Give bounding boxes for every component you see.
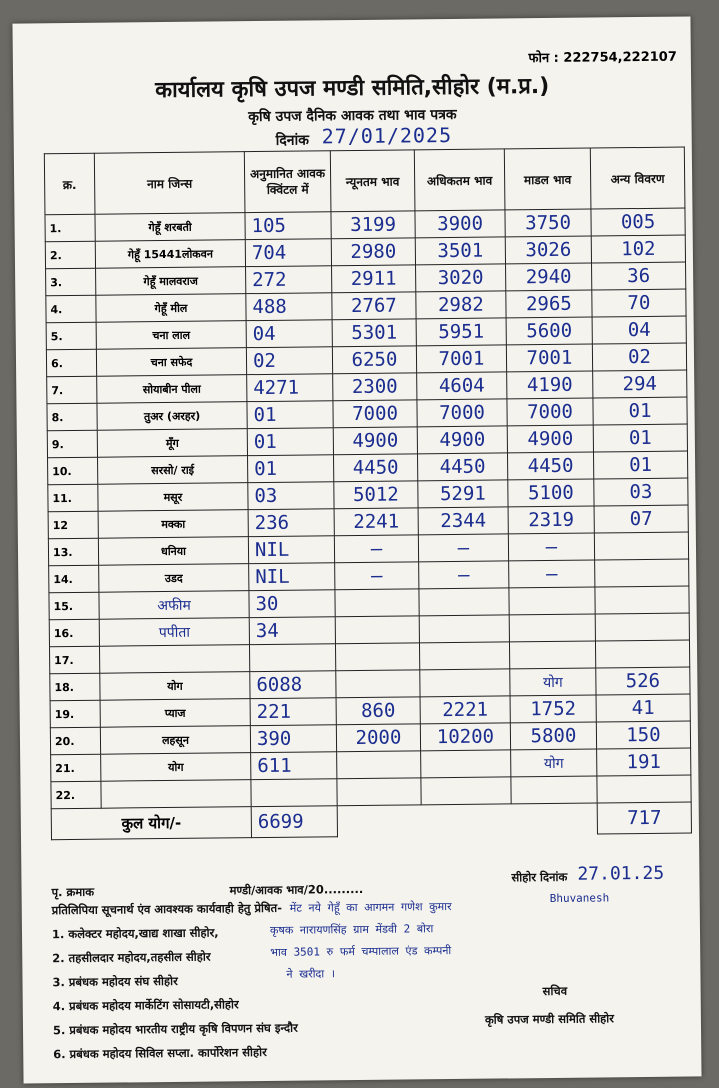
cell-modal: — xyxy=(509,560,595,588)
col-header-arrival xyxy=(244,151,331,213)
cell-name: योग xyxy=(100,672,250,701)
cell-name: प्याज xyxy=(100,699,250,728)
cell-max: 4604 xyxy=(417,372,507,400)
cell-modal: 5800 xyxy=(510,722,596,750)
cell-min: 2241 xyxy=(334,508,418,536)
copy-line: प्रतिलिपिया सूचनार्थ एंव आवश्यक कार्यवाही हेतु प्रेषित- xyxy=(51,900,283,918)
cell-name: पपीता xyxy=(99,618,249,647)
committee-label: कृषि उपज मण्डी समिति सीहोर xyxy=(484,1011,615,1027)
cell-max: 2344 xyxy=(418,507,508,535)
cell-name: गेहूँ 15441लोकवन xyxy=(95,240,245,269)
cell-arrival: 4271 xyxy=(247,374,333,402)
col-header-min-price: न्यूनतम भाव xyxy=(330,150,415,212)
cell-arrival: 611 xyxy=(251,752,337,780)
cell-modal: 2940 xyxy=(506,263,592,291)
cell-max: 3501 xyxy=(415,237,505,265)
cell-other: 526 xyxy=(596,667,690,695)
cell-no: 22. xyxy=(51,781,101,809)
phone-numbers: फोन : 222754,222107 xyxy=(528,49,677,67)
cell-no: 13. xyxy=(48,538,98,566)
total-row xyxy=(51,802,691,840)
secretary-label: सचिव xyxy=(542,983,568,999)
cell-name: मक्का xyxy=(98,510,248,539)
ref-label: पृ. क्रमाक xyxy=(51,884,95,900)
cell-arrival: 34 xyxy=(249,617,335,645)
note-line: ने खरीदा । xyxy=(286,967,336,981)
cell-min: 2767 xyxy=(332,292,416,320)
cell-name: अफीम xyxy=(99,591,249,620)
cell-max: — xyxy=(418,534,508,562)
recipient-item: 1. कलेक्टर महोदय,खाद्य शाखा सीहोर, xyxy=(51,925,219,942)
cell-modal: 2319 xyxy=(508,506,594,534)
cell-min: 2300 xyxy=(333,373,417,401)
cell-min: 5012 xyxy=(334,481,418,509)
cell-name: तुअर (अरहर) xyxy=(97,402,247,431)
col-header-arrival-text: अनुमानित आवक क्विंटल में xyxy=(249,166,326,197)
cell-arrival: 01 xyxy=(247,401,333,429)
cell-arrival: 02 xyxy=(246,347,332,375)
cell-modal: 4450 xyxy=(507,452,593,480)
cell-no: 5. xyxy=(46,322,96,350)
cell-max: 3900 xyxy=(415,210,505,238)
note-line: कृषक नारायणसिंह ग्राम मेंडवी 2 बोरा xyxy=(269,922,434,937)
cell-modal: 5600 xyxy=(506,317,592,345)
cell-modal: — xyxy=(508,533,594,561)
cell-arrival: 704 xyxy=(245,239,331,267)
office-title: कार्यालय कृषि उपज मण्डी समिति,सीहोर (म.प्र.) xyxy=(155,73,550,104)
cell-no: 17. xyxy=(49,646,99,674)
cell-min xyxy=(336,670,420,698)
cell-arrival xyxy=(251,779,337,807)
cell-modal xyxy=(509,614,595,642)
cell-modal: 3750 xyxy=(505,209,591,237)
price-table xyxy=(44,147,692,841)
cell-max xyxy=(419,588,509,616)
cell-max xyxy=(419,642,509,670)
cell-max: 2982 xyxy=(416,291,506,319)
cell-other: 04 xyxy=(592,316,686,344)
cell-arrival: 390 xyxy=(250,725,336,753)
cell-arrival: 30 xyxy=(249,590,335,618)
total-label: कुल योग/- xyxy=(51,807,251,840)
cell-other xyxy=(594,532,688,560)
cell-max xyxy=(421,750,511,778)
recipient-item: 4. प्रबंधक महोदय मार्केटिंग सोसायटी,सीहोर xyxy=(52,997,239,1014)
cell-other xyxy=(595,586,689,614)
cell-no: 1. xyxy=(45,214,95,242)
sehore-date-value: 27.01.25 xyxy=(577,862,665,885)
cell-other xyxy=(595,640,689,668)
sheet-subtitle: कृषि उपज दैनिक आवक तथा भाव पत्रक xyxy=(248,106,457,126)
cell-other: 294 xyxy=(593,370,687,398)
cell-no: 19. xyxy=(50,700,100,728)
cell-min: — xyxy=(335,562,419,590)
cell-max xyxy=(421,777,511,805)
signature: Bhuvanesh xyxy=(549,891,610,906)
note-line: भाव 3501 रु फर्म चम्पालाल एंड कम्पनी xyxy=(270,944,452,959)
cell-no: 15. xyxy=(49,592,99,620)
cell-no: 21. xyxy=(51,754,101,782)
cell-min xyxy=(337,751,421,779)
cell-name: योग xyxy=(101,753,251,782)
sehore-date-label: सीहोर दिनांक xyxy=(511,869,568,885)
cell-name: मूँग xyxy=(97,429,247,458)
cell-max: 10200 xyxy=(420,723,510,751)
cell-max: 7001 xyxy=(416,345,506,373)
table-header-row xyxy=(44,147,685,215)
cell-max: 4450 xyxy=(417,453,507,481)
cell-modal: 1752 xyxy=(510,695,596,723)
recipient-item: 5. प्रबंधक महोदय भारतीय राष्ट्रीय कृषि विपणन संघ इन्दौर xyxy=(52,1020,298,1038)
cell-modal: योग xyxy=(511,749,597,777)
cell-arrival xyxy=(249,644,335,672)
col-header-serial: क्र. xyxy=(44,153,95,215)
cell-arrival: 03 xyxy=(248,482,334,510)
cell-arrival: 221 xyxy=(250,698,336,726)
cell-min xyxy=(335,643,419,671)
cell-min xyxy=(335,616,419,644)
cell-arrival: 488 xyxy=(246,293,332,321)
cell-arrival: 04 xyxy=(246,320,332,348)
cell-min: 2911 xyxy=(332,265,416,293)
cell-other: 01 xyxy=(593,451,687,479)
cell-max: 5951 xyxy=(416,318,506,346)
cell-min: 4450 xyxy=(334,454,418,482)
cell-no: 2. xyxy=(45,241,95,269)
cell-no: 9. xyxy=(47,430,97,458)
cell-min: 3199 xyxy=(331,211,415,239)
cell-arrival: 272 xyxy=(246,266,332,294)
cell-name: गेहूँ शरबती xyxy=(95,213,245,242)
cell-no: 7. xyxy=(47,376,97,404)
cell-name: गेहूँ मील xyxy=(96,294,246,323)
cell-name: गेहूँ मालवराज xyxy=(96,267,246,296)
cell-arrival: NIL xyxy=(249,563,335,591)
cell-other xyxy=(597,775,691,803)
cell-min: 7000 xyxy=(333,400,417,428)
cell-no: 4. xyxy=(46,295,96,323)
cell-min xyxy=(335,589,419,617)
cell-modal xyxy=(509,587,595,615)
cell-other xyxy=(595,559,689,587)
cell-arrival: 01 xyxy=(247,428,333,456)
cell-max xyxy=(419,615,509,643)
cell-modal: योग xyxy=(510,668,596,696)
cell-max: 7000 xyxy=(417,399,507,427)
cell-no: 8. xyxy=(47,403,97,431)
cell-min: — xyxy=(334,535,418,563)
cell-name: चना लाल xyxy=(96,321,246,350)
cell-min: 6250 xyxy=(332,346,416,374)
recipient-item: 2. तहसीलदार महोदय,तहसील सीहोर xyxy=(52,949,211,966)
cell-min: 5301 xyxy=(332,319,416,347)
cell-max: 4900 xyxy=(417,426,507,454)
mandi-label: मण्डी/आवक भाव/20......... xyxy=(229,881,364,898)
cell-modal: 7000 xyxy=(507,398,593,426)
cell-max: 5291 xyxy=(418,480,508,508)
cell-other: 01 xyxy=(593,424,687,452)
cell-arrival: 01 xyxy=(248,455,334,483)
cell-min: 4900 xyxy=(333,427,417,455)
cell-arrival: NIL xyxy=(248,536,334,564)
cell-no: 10. xyxy=(48,457,98,485)
total-arrival: 6699 xyxy=(251,806,337,838)
cell-max xyxy=(420,669,510,697)
col-header-other: अन्य विवरण xyxy=(590,147,685,209)
cell-other: 07 xyxy=(594,505,688,533)
cell-arrival: 105 xyxy=(245,212,331,240)
recipient-item: 3. प्रबंधक महोदय संघ सीहोर xyxy=(52,973,178,990)
date-label: दिनांक xyxy=(275,132,310,149)
cell-no: 16. xyxy=(49,619,99,647)
cell-other: 41 xyxy=(596,694,690,722)
recipient-item: 6. प्रबंधक महोदय सिविल सप्ला. कार्पोरेशन सीहोर xyxy=(53,1044,267,1062)
cell-modal: 3026 xyxy=(505,236,591,264)
cell-name: उडद xyxy=(99,564,249,593)
cell-other xyxy=(595,613,689,641)
cell-other: 02 xyxy=(592,343,686,371)
cell-arrival: 6088 xyxy=(250,671,336,699)
cell-modal: 4900 xyxy=(507,425,593,453)
cell-name: लहसून xyxy=(100,726,250,755)
cell-min xyxy=(337,778,421,806)
cell-max: 2221 xyxy=(420,696,510,724)
cell-name xyxy=(101,780,251,809)
cell-max: — xyxy=(419,561,509,589)
cell-other: 005 xyxy=(591,208,685,236)
cell-other: 70 xyxy=(592,289,686,317)
cell-modal xyxy=(509,641,595,669)
cell-no: 3. xyxy=(46,268,96,296)
cell-name: सरसो/ राई xyxy=(98,456,248,485)
cell-other: 150 xyxy=(596,721,690,749)
cell-modal: 7001 xyxy=(506,344,592,372)
date-value: 27/01/2025 xyxy=(321,122,453,149)
total-other: 717 xyxy=(597,802,691,834)
cell-other: 102 xyxy=(591,235,685,263)
cell-no: 20. xyxy=(50,727,100,755)
cell-other: 01 xyxy=(593,397,687,425)
cell-other: 191 xyxy=(597,748,691,776)
col-header-modal-price: माडल भाव xyxy=(504,148,591,210)
cell-name: धनिया xyxy=(98,537,248,566)
cell-min: 2000 xyxy=(336,724,420,752)
cell-no: 11. xyxy=(48,484,98,512)
cell-no: 12 xyxy=(48,511,98,539)
cell-modal xyxy=(511,776,597,804)
cell-min: 2980 xyxy=(331,238,415,266)
cell-other: 36 xyxy=(592,262,686,290)
cell-modal: 2965 xyxy=(506,290,592,318)
cell-min: 860 xyxy=(336,697,420,725)
cell-modal: 4190 xyxy=(507,371,593,399)
cell-no: 14. xyxy=(49,565,99,593)
col-header-commodity: नाम जिन्स xyxy=(94,152,245,215)
cell-arrival: 236 xyxy=(248,509,334,537)
note-line: मेंट नये गेहूँ का आगमन गणेश कुमार xyxy=(289,900,452,915)
col-header-max-price: अधिकतम भाव xyxy=(414,149,505,211)
cell-other: 03 xyxy=(594,478,688,506)
cell-name xyxy=(99,645,249,674)
cell-modal: 5100 xyxy=(508,479,594,507)
cell-name: मसूर xyxy=(98,483,248,512)
cell-name: सोयाबीन पीला xyxy=(97,375,247,404)
price-sheet-paper xyxy=(12,16,701,1083)
cell-max: 3020 xyxy=(416,264,506,292)
cell-no: 18. xyxy=(50,673,100,701)
cell-name: चना सफेद xyxy=(96,348,246,377)
cell-no: 6. xyxy=(46,349,96,377)
